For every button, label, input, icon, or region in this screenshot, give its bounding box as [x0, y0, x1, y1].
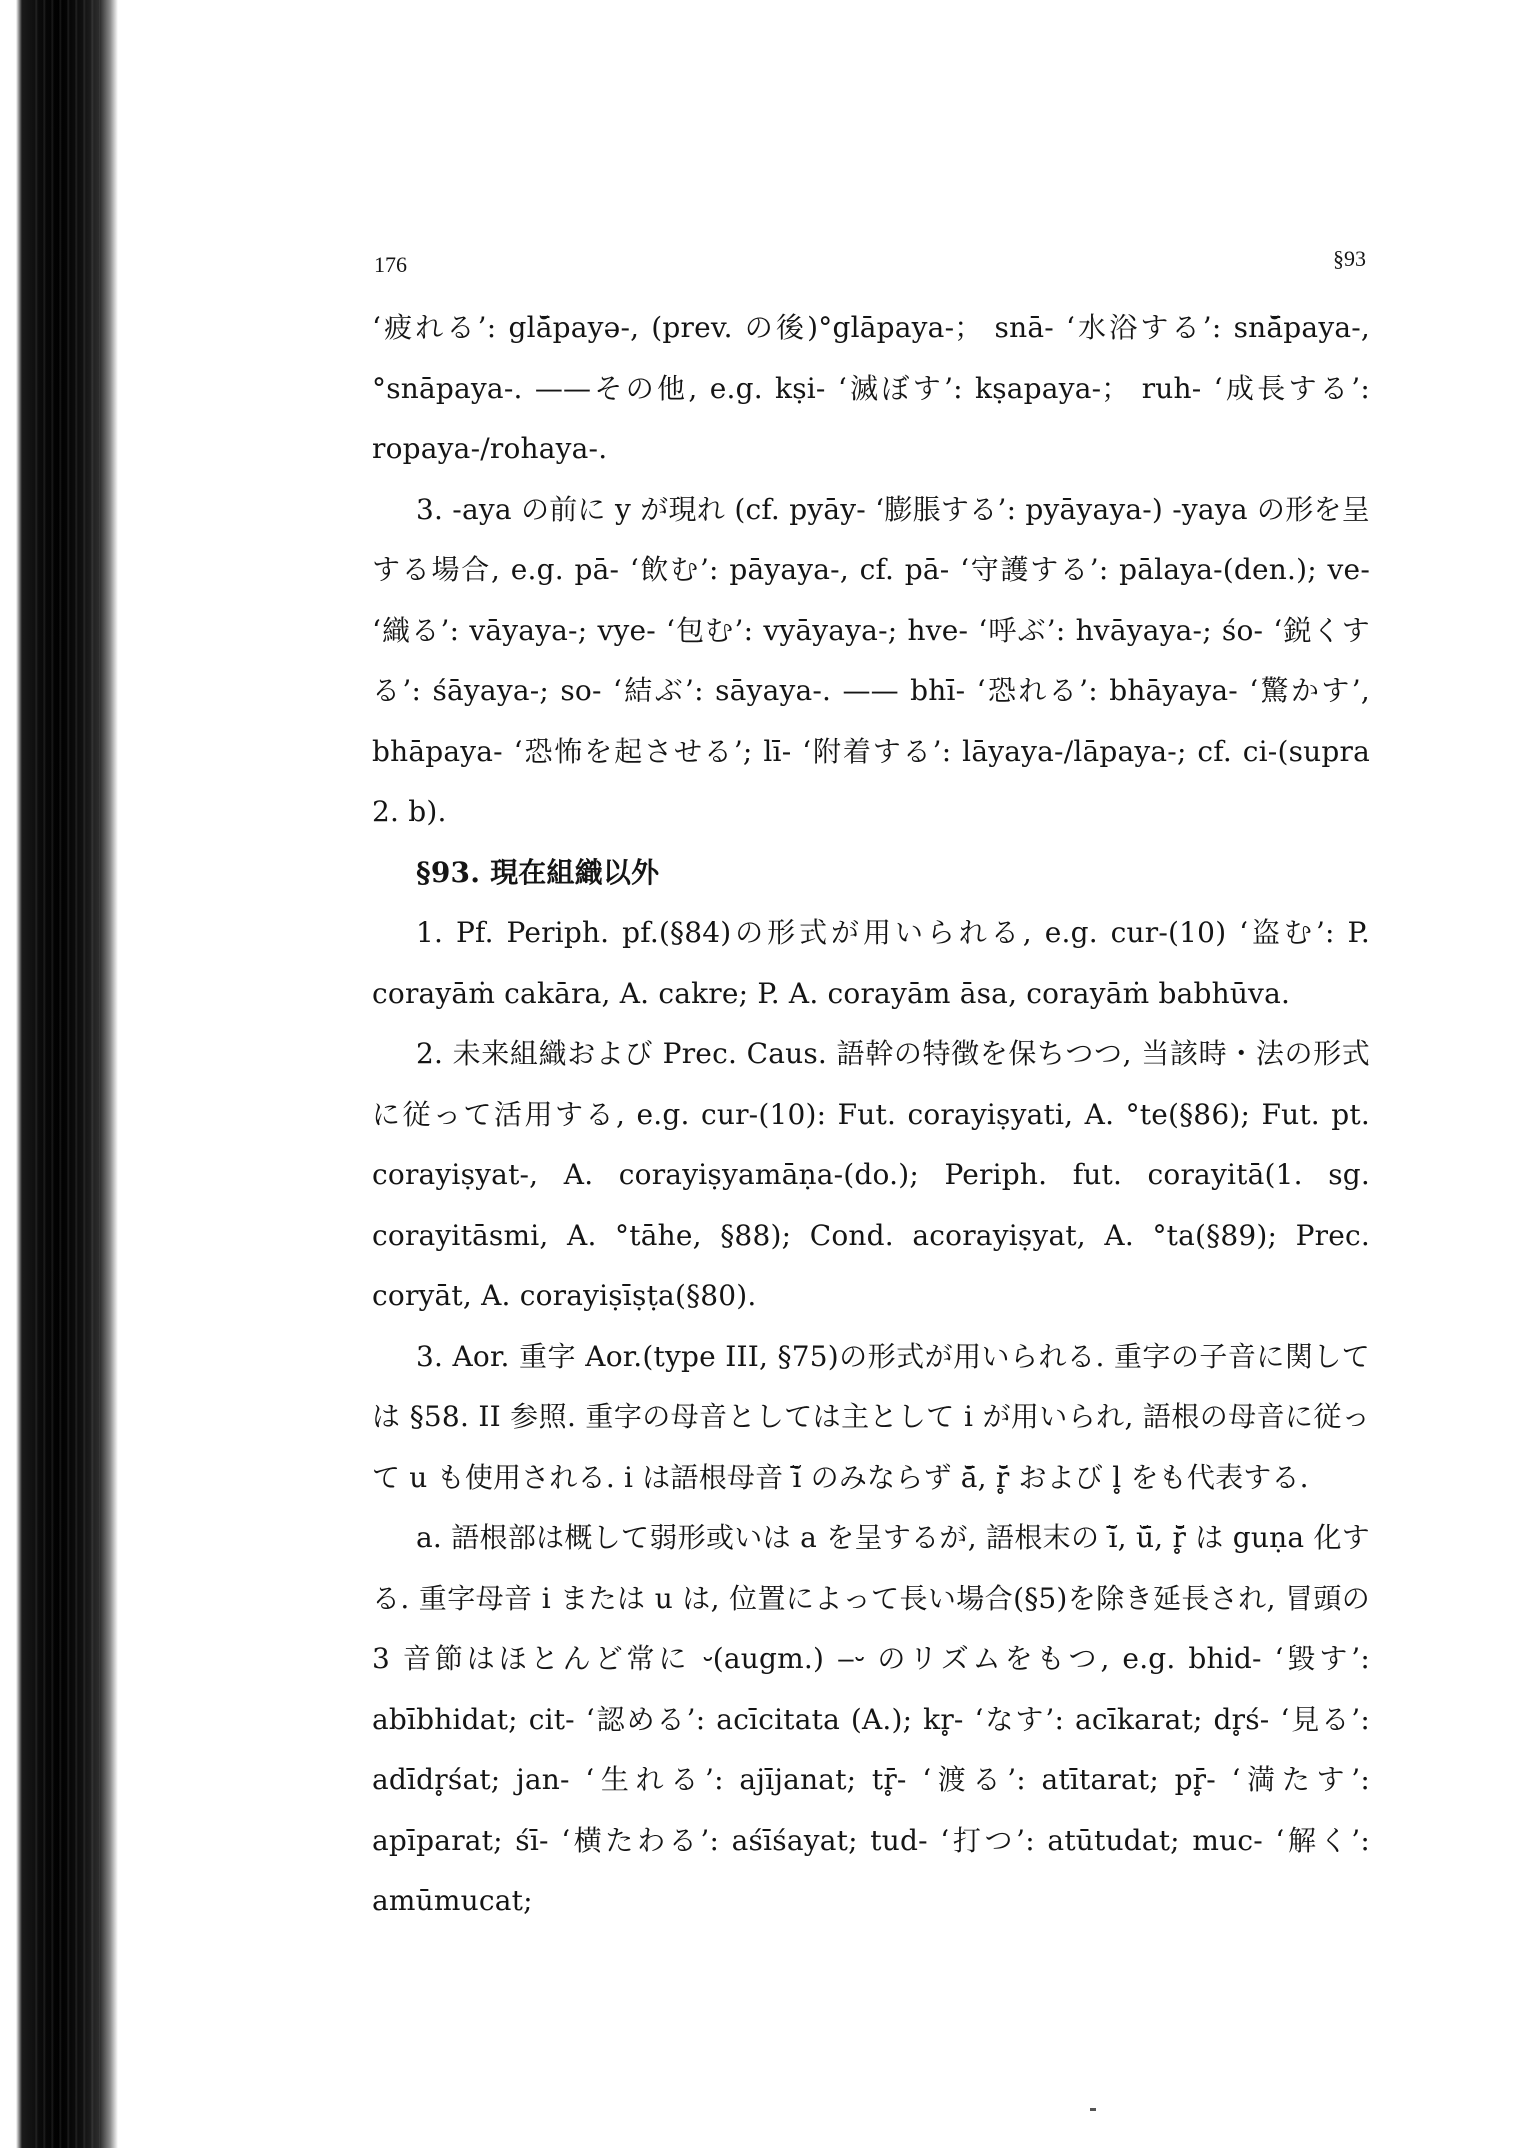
paragraph-item-1-perfect: 1. Pf. Periph. pf.(§84)の形式が用いられる, e.g. cur-(10) ‘盗む’: P. corayāṁ cakāra, A. cakre; P. A. corayām āsa, corayāṁ babhūva. [372, 916, 1370, 1010]
body-text [372, 298, 1370, 1932]
section-heading: §93. 現在組織以外 [416, 855, 660, 889]
paragraph-causative-continuation: ‘疲れる’: glă̄payə-, (prev. の後)°glāpaya-； snā- ‘水浴する’: snă̄paya-, °snāpaya-. ——その他, e.g. kṣi- ‘滅ぼす’: kṣapaya-； ruh- ‘成長する’: ropaya-/rohaya-. [372, 311, 1370, 465]
section-reference: §93 [1333, 246, 1366, 271]
book-page [372, 246, 1370, 1932]
running-head [372, 246, 1370, 280]
paragraph-item-3-aorist: 3. Aor. 重字 Aor.(type III, §75)の形式が用いられる. 重字の子音に関しては §58. II 参照. 重字の母音としては主として i が用いられ, 語根の母音に従って u も使用される. i は語根母音 ĭ̄ のみならず ă̄, r̥̆̄ および l̥ をも代表する. [372, 1339, 1370, 1494]
book-binding-edge [0, 0, 118, 2148]
page-number: 176 [374, 252, 407, 277]
paragraph-item-3-yaya: 3. -aya の前に y が現れ (cf. pyāy- ‘膨脹する’: pyāyaya-) -yaya の形を呈する場合, e.g. pā- ‘飲む’: pāyaya-, cf. pā- ‘守護する’: pālaya-(den.); ve- ‘織る’: vāyaya-; vye- ‘包む’: vyāyaya-; hve- ‘呼ぶ’: hvāyaya-; śo- ‘鋭くする’: śāyaya-; so- ‘結ぶ’: sāyaya-. —— bhī- ‘恐れる’: bhāyaya- ‘驚かす’, bhāpaya- ‘恐怖を起させる’; lī- ‘附着する’: lāyaya-/lāpaya-; cf. ci-(supra 2. b). [372, 492, 1370, 828]
paragraph-item-2-future: 2. 未来組織および Prec. Caus. 語幹の特徴を保ちつつ, 当該時・法の形式に従って活用する, e.g. cur-(10): Fut. corayiṣyati, A. °te(§86); Fut. pt. corayiṣyat-, A. corayiṣyamāṇa-(do.); Periph. fut. corayitā(1. sg. corayitāsmi, A. °tāhe, §88); Cond. acorayiṣyat, A. °ta(§89); Prec. coryāt, A. corayiṣīṣṭa(§80). [372, 1037, 1370, 1312]
paragraph-item-a-root: a. 語根部は概して弱形或いは a を呈するが, 語根末の ĭ̄, ŭ̄, r̥̆̄ は guṇa 化する. 重字母音 i または u は, 位置によって長い場合(§5)を除き延長され, 冒頭の 3 音節はほとんど常に ⏑(augm.) ‒⏑ のリズムをもつ, e.g. bhid- ‘毀す’: abībhidat; cit- ‘認める’: acīcitata (A.); kr̥- ‘なす’: acīkarat; dr̥ś- ‘見る’: adīdr̥śat; jan- ‘生れる’: ajījanat; tr̥̄- ‘渡る’: atītarat; pr̥̄- ‘満たす’: apīparat; śī- ‘横たわる’: aśīśayat; tud- ‘打つ’: atūtudat; muc- ‘解く’: amūmucat; [372, 1521, 1370, 1917]
scan-speck [1090, 2108, 1096, 2111]
